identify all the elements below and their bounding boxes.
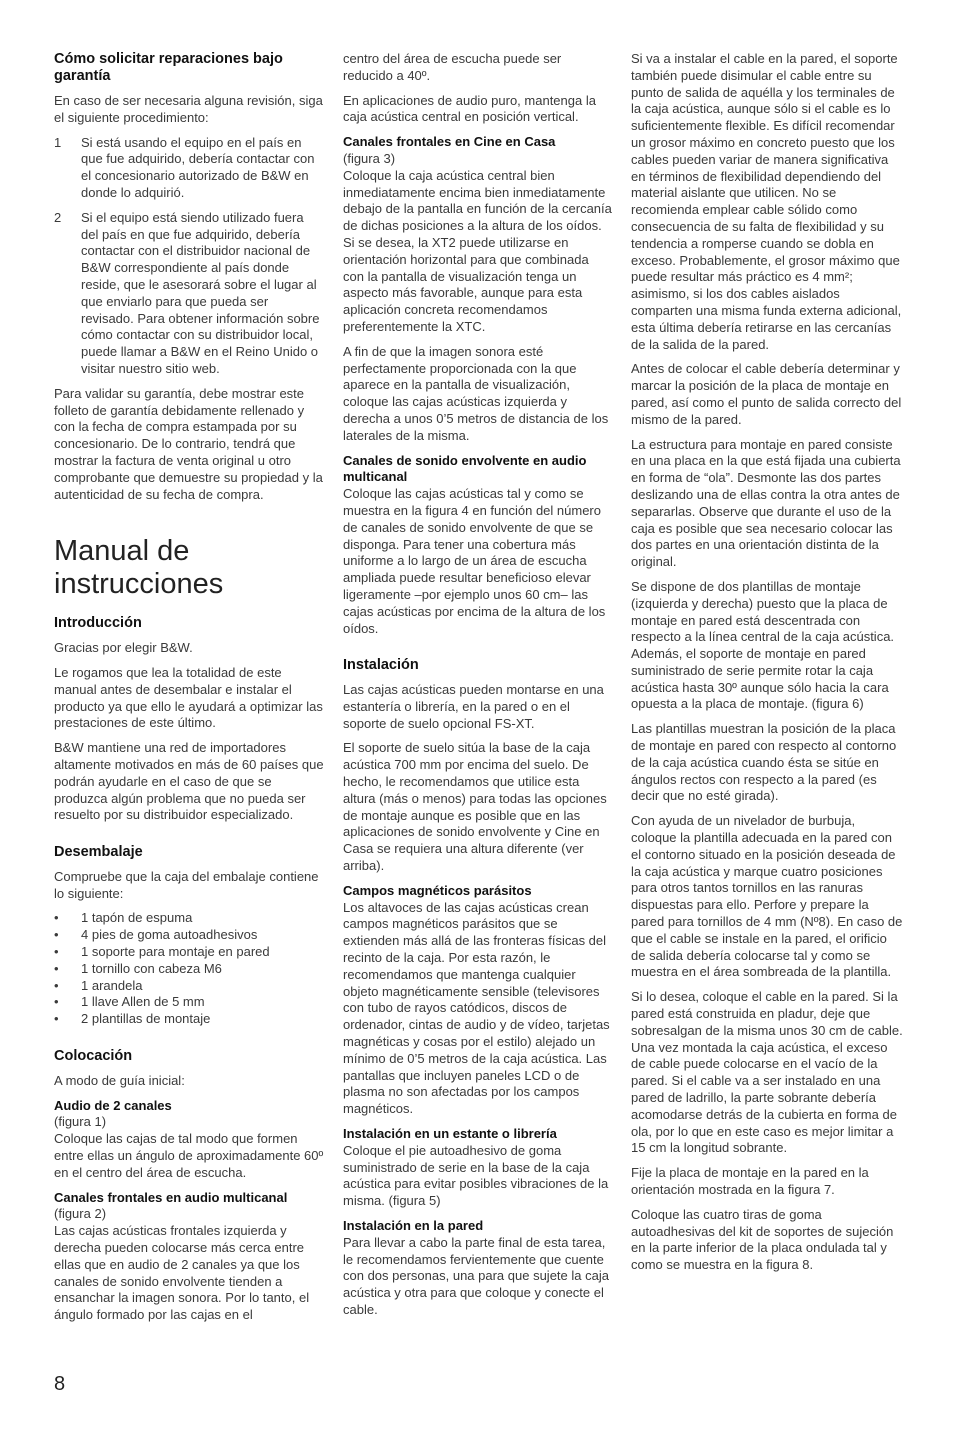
templates-paragraph: Se dispone de dos plantillas de montaje (izquierda y derecha) puesto que la placa de montaje en pared está descentrada con respecto a la línea central de la caja acústica. Además, el soporte de montaje en pared suministrado de serie permite rotar la caja acústica hasta 30º aunque sólo hacia la cara opuesta a la placa de montaje. (figura 6): [631, 578, 895, 712]
list-item: [54, 910, 324, 927]
continued-text: centro del área de escucha puede ser reducido a 40º.: [343, 51, 562, 83]
bullet: •: [54, 944, 59, 960]
bullet: •: [54, 977, 59, 993]
audio2-figure-ref: (figura 1): [54, 1114, 107, 1130]
cable-paragraph: Si lo desea, coloque el cable en la pared. Si la pared está construida en pladur, deje que sobresalgan de la misma unos 30 cm de cable. Una vez montada la caja acústica, el exceso de cable puede colocarse en el vacío de la pared. Si el cable va a ser instalado en una pared de ladrillo, la parte sobrante debería acomodarse detrás de la cubierta en forma de ola, por lo que en este caso es mejor limitar a 15 cm la longitud sobrante.: [631, 989, 903, 1156]
bullet: •: [54, 960, 59, 976]
page-number: 8: [54, 1373, 66, 1395]
bullet: •: [54, 994, 59, 1010]
warranty-intro: En caso de ser necesaria alguna revisión, siga el siguiente procedimiento:: [54, 93, 323, 125]
intro-heading: Introducción: [54, 615, 142, 632]
magnetic-heading: Campos magnéticos parásitos: [343, 882, 532, 898]
placement-heading: Colocación: [54, 1048, 133, 1065]
home-cinema-heading: Canales frontales en Cine en Casa: [343, 134, 556, 150]
manual-title: [54, 535, 324, 601]
column-2: [343, 51, 613, 1327]
intro-paragraph-2: Le rogamos que lea la totalidad de este manual antes de desembalar e instalar el producto ya que ello le ayudará a optimizar las prestaciones de este último.: [54, 664, 323, 731]
shelf-text: Coloque el pie autoadhesivo de goma suministrado de serie en la base de la caja acústica para evitar posibles vibraciones de la misma. (figura 5): [343, 1142, 609, 1209]
list-item-text: 4 pies de goma autoadhesivos: [81, 927, 258, 943]
audio2-text: Coloque las cajas de tal modo que formen entre ellas un ángulo de aproximadamente 60º en el centro del área de escucha.: [54, 1131, 324, 1180]
list-item-text: 1 llave Allen de 5 mm: [81, 994, 205, 1010]
surround-text: Coloque las cajas acústicas tal y como se muestra en la figura 4 en función del número de canales de sonido envolvente de que se disponga. Para tener una cobertura más uniforme a lo largo de un área de escucha ampliada puede resultar beneficioso elevar ligeramente –por ejemplo unos 60 cm– las cajas acústicas por encima de la altura de los oídos.: [343, 486, 606, 636]
list-item: [54, 961, 324, 978]
wall-structure-paragraph: La estructura para montaje en pared consiste en una placa en la que está fijada una cubierta en forma de “ola”. Desmonte las dos partes deslizando una de ellas contra la otra antes de separarlas. Observe que durante el uso de la caja es posible que sea necesario colocar las dos partes en una orientación distinta de la original.: [631, 436, 901, 570]
level-paragraph: Con ayuda de un nivelador de burbuja, coloque la plantilla adecuada en la pared con el contorno situado en la posición deseada de la caja acústica y marque cuatro posiciones para otros tantos tornillos en las ranuras dispuestas para ello. Perfore y prepare la pared para tornillos de 4 mm (Nº8). En caso de que el cable se instale en la pared, el orificio de salida debería colocarse tal y como se muestra en el área sombreada de la plantilla.: [631, 813, 903, 980]
front-multichannel-figure-ref: (figura 2): [54, 1206, 107, 1222]
fix-plate-paragraph: Fije la placa de montaje en la pared en la orientación mostrada en la figura 7.: [631, 1165, 869, 1197]
installation-paragraph-1: Las cajas acústicas pueden montarse en una estantería o librería, en la pared o en el soporte de suelo opcional FS-XT.: [343, 682, 604, 731]
list-item-text: 1 tornillo con cabeza M6: [81, 960, 222, 976]
bullet: •: [54, 910, 59, 926]
list-item-text: 2 plantillas de montaje: [81, 1011, 211, 1027]
unpack-heading: Desembalaje: [54, 844, 143, 861]
warranty-heading: Cómo solicitar reparaciones bajo garantía: [54, 51, 283, 84]
pure-audio-text: En aplicaciones de audio puro, mantenga la caja acústica central en posición vertical.: [343, 92, 596, 125]
list-item: [54, 210, 324, 378]
home-cinema-figure-ref: (figura 3): [343, 150, 396, 166]
wall-text: Para llevar a cabo la parte final de esta tarea, le recomendamos fervientemente que cuente con dos personas, una para que sujete la caja acústica y otra para que coloque y conecte el cable.: [343, 1234, 609, 1317]
list-item: [54, 944, 324, 961]
templates-position-paragraph: Las plantillas muestran la posición de la placa de montaje en pared con respecto al contorno de la caja acústica cuando ésta se sitúe en ángulos rectos con respecto a la pared (es decir que no esté girada).: [631, 721, 897, 804]
list-item: [54, 135, 324, 202]
placement-intro: A modo de guía inicial:: [54, 1072, 185, 1088]
front-multichannel-text: Las cajas acústicas frontales izquierda y derecha pueden colocarse más cerca entre ellas que en audio de 2 canales ya que los canales de sonido envolvente tienden a ensanchar la imagen sonora. Por lo tanto, el ángulo formado por las cajas en el: [54, 1223, 310, 1323]
wall-heading: Instalación en la pared: [343, 1218, 484, 1233]
list-item: [54, 1011, 324, 1028]
home-cinema-text: Coloque la caja acústica central bien inmediatamente encima bien inmediatamente debajo de la pantalla en función de la cercanía de dichas posiciones a la altura de los oídos. Si se desea, la XT2 puede utilizarse en orientación horizontal para que combinada con la pantalla de visualización tenga un aspecto más favorable, aunque para esta aplicación concreta recomendamos preferentemente la XTC.: [343, 167, 612, 334]
home-cinema-paragraph-2: A fin de que la imagen sonora esté perfectamente proporcionada con la que aparece en la pantalla de visualización, coloque las cajas acústicas izquierda y derecha a unos 0’5 metros de distancia de los laterales de la misma.: [343, 343, 609, 443]
warranty-validate: Para validar su garantía, debe mostrar este folleto de garantía debidamente rellenado y con la fecha de compra estampada por su concesionario. De lo contrario, tendrá que mostrar la factura de venta original u otro comprobante que demuestre su propiedad y la autenticidad de su fecha de compra.: [54, 385, 323, 502]
list-item-text: 1 tapón de espuma: [81, 910, 193, 926]
magnetic-text: Los altavoces de las cajas acústicas crean campos magnéticos parásitos que se extienden más allá de las fronteras físicas del recinto de la caja. Por esta razón, le recomendamos que mantenga cualquier objeto magnéticamente sensible (televisores con tubo de rayos catódicos, discos de ordenador, cintas de audio y de vídeo, tarjetas magnéticas y cosas por el estilo) alejado un mínimo de 0’5 metros de la caja acústica. Las pantallas que incluyen paneles LCD o de plasma no son afectadas por los campos magnéticos.: [343, 899, 610, 1117]
installation-heading: Instalación: [343, 657, 419, 674]
audio2-heading: Audio de 2 canales: [54, 1097, 172, 1113]
front-multichannel-heading: Canales frontales en audio multicanal: [54, 1189, 288, 1205]
shelf-heading: Instalación en un estante o librería: [343, 1126, 557, 1142]
mark-position-paragraph: Antes de colocar el cable debería determinar y marcar la posición de la placa de montaje en pared, así como el punto de salida correcto del mismo de la pared.: [631, 361, 902, 427]
surround-heading: Canales de sonido envolvente en audio multicanal: [343, 452, 587, 485]
column-1: [54, 51, 324, 1332]
wall-cable-paragraph: Si va a instalar el cable en la pared, el soporte también puede disimular el cable entre su punto de salida de aquélla y los terminales de la caja acústica, aunque sólo si el cable es lo suficientemente flexible. Es difícil recomendar un grosor máximo en concreto puesto que los cables pueden variar de manera significativa en términos de flexibilidad dependiendo del material aislante que utilicen. No se recomienda emplear cable sólido como consecuencia de su falta de flexibilidad y su tendencia a romperse cuando se dobla en exceso. Probablemente, el grosor máximo que puede resultar más práctico es 4 mm²; asimismo, si los dos cables aislados comparten una misma funda externa adicional, esta última debería retirarse en las cercanías de la salida de la pared.: [631, 51, 902, 352]
list-item: [54, 994, 324, 1011]
installation-paragraph-2: El soporte de suelo sitúa la base de la caja acústica 700 mm por encima del suelo. De hecho, le recomendamos que utilice esta altura (más o menos) para todas las opciones de montaje aunque es posible que en las aplicaciones de sonido envolvente y Cine en Casa se requiera una altura diferente (ver arriba).: [343, 740, 607, 874]
step-text: Si el equipo está siendo utilizado fuera del país en que fue adquirido, debería contactar con el distribuidor nacional de B&W correspondiente al país donde reside, que le asesorará sobre el lugar al que enviarlo para que pueda ser revisado. Para obtener información sobre cómo contactar con su distribuidor local, puede llamar a B&W en el Reino Unido o visitar nuestro sitio web.: [81, 209, 320, 376]
list-item: [54, 978, 324, 995]
unpack-list: [54, 910, 324, 1028]
bullet: •: [54, 1011, 59, 1027]
step-number: 2: [54, 209, 62, 225]
unpack-intro: Compruebe que la caja del embalaje contiene lo siguiente:: [54, 868, 319, 901]
bullet: •: [54, 927, 59, 943]
intro-paragraph-3: B&W mantiene una red de importadores altamente motivados en más de 60 países que podrán ayudarle en el caso de que se produzca algún problema que no pueda ser resuelto por su distribuidor especializado.: [54, 740, 324, 823]
column-3: [631, 51, 903, 1282]
list-item: [54, 927, 324, 944]
list-item-text: 1 arandela: [81, 977, 143, 993]
rubber-strips-paragraph: Coloque las cuatro tiras de goma autoadhesivas del kit de soportes de sujeción en la parte inferior de la placa ondulada tal y como se muestra en la figura 8.: [631, 1206, 894, 1273]
step-text: Si está usando el equipo en el país en que fue adquirido, debería contactar con el concesionario autorizado de B&W en donde lo adquirió.: [81, 134, 315, 200]
manual-title-line-2: instrucciones: [54, 568, 224, 601]
list-item-text: 1 soporte para montaje en pared: [81, 944, 270, 960]
intro-paragraph-1: Gracias por elegir B&W.: [54, 640, 193, 656]
manual-title-line-1: Manual de: [54, 535, 190, 568]
step-number: 1: [54, 134, 62, 150]
